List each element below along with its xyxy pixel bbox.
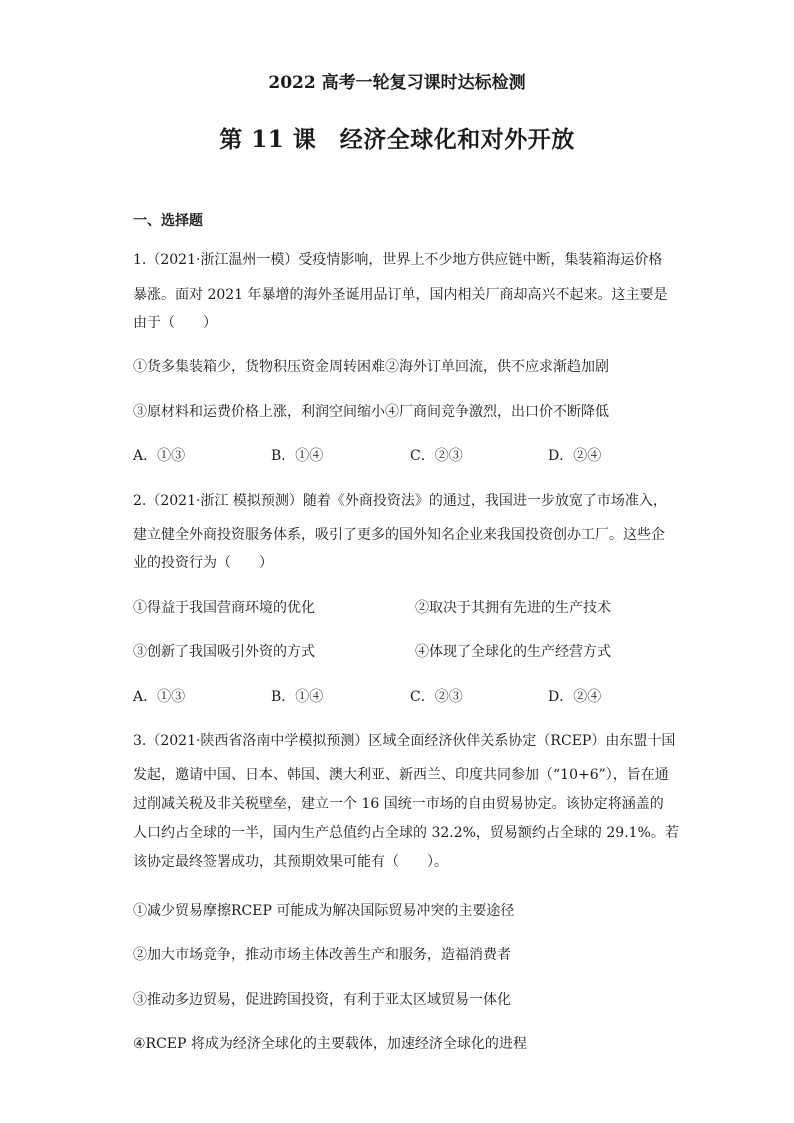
q1-option-d: D．②④ (548, 448, 602, 464)
q3-statement: ①减少贸易摩擦RCEP 可能成为解决国际贸易冲突的主要途径 (133, 903, 515, 919)
q3-statement: ④RCEP 将成为经济全球化的主要载体，加速经济全球化的进程 (133, 1036, 527, 1052)
q2-option-c: C．②③ (410, 689, 463, 705)
q1-option-b: B．①④ (271, 448, 324, 464)
q3-statement: ②加大市场竞争，推动市场主体改善生产和服务，造福消费者 (133, 947, 511, 963)
q2-statement: ②取决于其拥有先进的生产技术 (415, 600, 611, 616)
q2-stem-line: 业的投资行为（ ） (133, 555, 273, 571)
q3-stem-line: 3.（2021·陕西省洛南中学模拟预测）区域全面经济伙伴关系协定（RCEP）由东盟十国 (133, 733, 676, 749)
q2-stem-line: 建立健全外商投资服务体系，吸引了更多的国外知名企业来我国投资创办工厂。这些企 (133, 527, 665, 543)
q2-stem-line: 2.（2021·浙江 模拟预测）随着《外商投资法》的通过，我国进一步放宽了市场准入， (133, 493, 667, 509)
q2-statement: ①得益于我国营商环境的优化 (133, 600, 315, 616)
q2-statement: ④体现了全球化的生产经营方式 (415, 644, 611, 660)
q1-stem-line: 暴涨。面对 2021 年暴增的海外圣诞用品订单，国内相关厂商却高兴不起来。这主要是 (133, 287, 668, 303)
q1-statement: ①货多集装箱少，货物积压资金周转困难②海外订单回流，供不应求渐趋加剧 (133, 359, 609, 375)
section-heading: 一、选择题 (133, 213, 203, 229)
q1-statement: ③原材料和运费价格上涨，利润空间缩小④厂商间竞争激烈，出口价不断降低 (133, 404, 609, 420)
q1-option-c: C．②③ (410, 448, 463, 464)
q3-statement: ③推动多边贸易，促进跨国投资，有利于亚太区域贸易一体化 (133, 992, 511, 1008)
document-subtitle: 2022 高考一轮复习课时达标检测 (268, 73, 526, 93)
q3-stem-line: 该协定最终签署成功，其预期效果可能有（ ）。 (133, 854, 448, 870)
q1-option-a: A．①③ (133, 448, 186, 464)
q3-stem-line: 人口约占全球的一半，国内生产总值约占全球的 32.2%，贸易额约占全球的 29.1%。若 (133, 825, 679, 841)
q3-stem-line: 过削减关税及非关税壁垒，建立一个 16 国统一市场的自由贸易协定。该协定将涵盖的 (133, 796, 664, 812)
q3-stem-line: 发起，邀请中国、日本、韩国、澳大利亚、新西兰、印度共同参加（“10+6”），旨在通 (133, 767, 669, 783)
document-title: 第 11 课 经济全球化和对外开放 (219, 126, 575, 153)
q2-statement: ③创新了我国吸引外资的方式 (133, 644, 315, 660)
q2-option-a: A．①③ (133, 689, 186, 705)
q2-option-b: B．①④ (271, 689, 324, 705)
q1-stem-line: 1.（2021·浙江温州一模）受疫情影响，世界上不少地方供应链中断，集装箱海运价格 (133, 252, 663, 268)
q1-stem-line: 由于（ ） (133, 315, 217, 331)
q2-option-d: D．②④ (548, 689, 602, 705)
